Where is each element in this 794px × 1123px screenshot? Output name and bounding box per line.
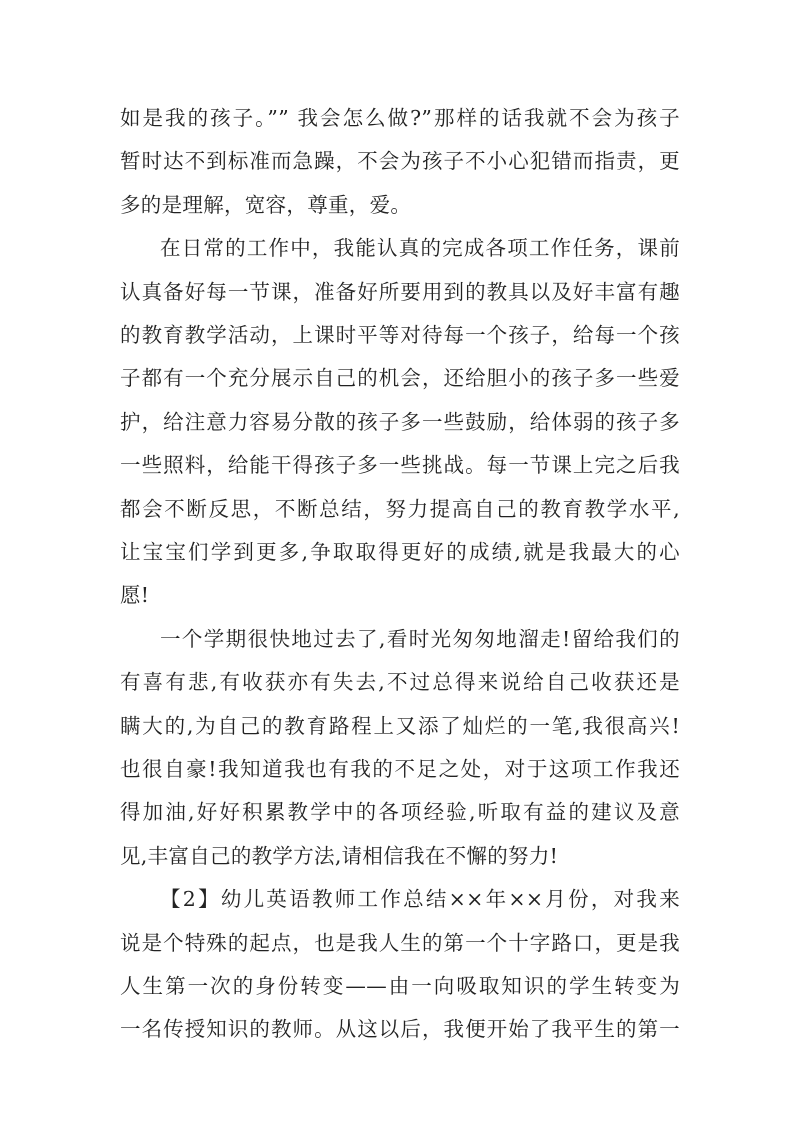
text-line: 都会不断反思，不断总结，努力提高自己的教育教学水平, — [120, 496, 680, 521]
text-line: 认真备好每一节课，准备好所要用到的教具以及好丰富有趣 — [120, 279, 680, 304]
text-line: 见,丰富自己的教学方法,请相信我在不懈的努力! — [120, 843, 559, 868]
text-line: 一个学期很快地过去了,看时光匆匆地溜走!留给我们的 — [160, 626, 680, 651]
text-line: 说是个特殊的起点，也是我人生的第一个十字路口，更是我 — [120, 930, 680, 955]
text-line: 子都有一个充分展示自己的机会，还给胆小的孩子多一些爱 — [120, 366, 680, 391]
text-line: 多的是理解，宽容，尊重，爱。 — [120, 192, 412, 217]
text-line: 在日常的工作中，我能认真的完成各项工作任务，课前 — [160, 236, 680, 261]
text-line: 一些照料，给能干得孩子多一些挑战。每一节课上完之后我 — [120, 453, 680, 478]
text-line: 护，给注意力容易分散的孩子多一些鼓励，给体弱的孩子多 — [120, 409, 680, 434]
text-line: 如是我的孩子。”” 我会怎么做?”那样的话我就不会为孩子 — [120, 106, 680, 130]
text-line: 瞒大的,为自己的教育路程上又添了灿烂的一笔,我很高兴! — [120, 713, 680, 738]
text-line: 也很自豪!我知道我也有我的不足之处，对于这项工作我还 — [120, 757, 680, 781]
text-line: 人生第一次的身份转变——由一向吸取知识的学生转变为 — [120, 974, 680, 998]
text-line: 得加油,好好积累教学中的各项经验,听取有益的建议及意 — [120, 800, 680, 825]
text-line: 【2】幼儿英语教师工作总结××年××月份，对我来 — [160, 887, 680, 912]
text-line: 暂时达不到标准而急躁，不会为孩子不小心犯错而指责，更 — [120, 149, 680, 174]
text-line: 的教育教学活动，上课时平等对待每一个孩子，给每一个孩 — [120, 323, 680, 347]
text-line: 愿! — [120, 583, 150, 608]
text-line: 让宝宝们学到更多,争取取得更好的成绩,就是我最大的心 — [120, 540, 680, 564]
text-line: 有喜有悲,有收获亦有失去,不过总得来说给自己收获还是 — [120, 670, 680, 695]
text-line: 一名传授知识的教师。从这以后，我便开始了我平生的第一 — [120, 1017, 680, 1042]
